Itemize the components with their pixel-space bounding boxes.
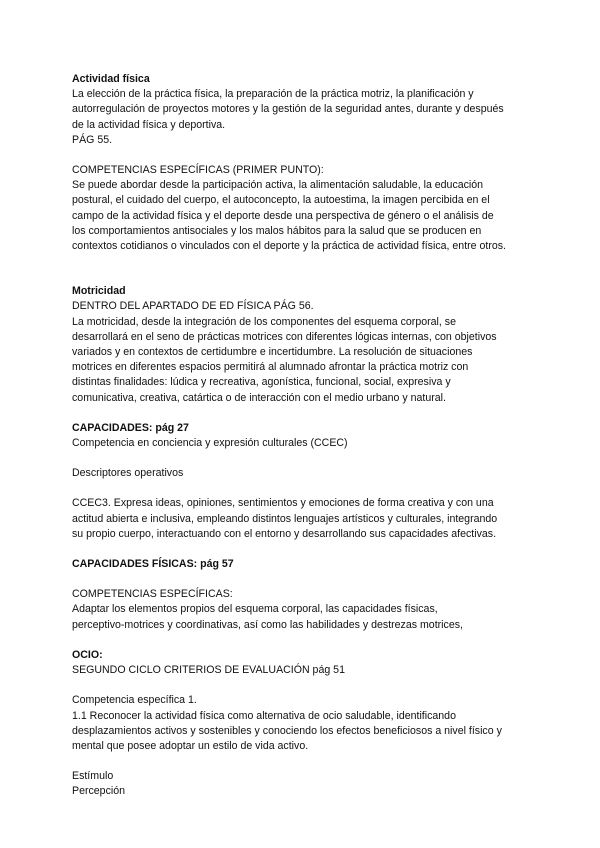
paragraph-line: La motricidad, desde la integración de los componentes del esquema corporal, se bbox=[72, 315, 456, 328]
heading-capacidades-fisicas: CAPACIDADES FÍSICAS: pág 57 bbox=[72, 558, 234, 571]
paragraph-line: comunicativa, creativa, catártica o de interacción con el medio urbano y natural. bbox=[72, 391, 446, 404]
paragraph-line: actitud abierta e inclusiva, empleando distintos lenguajes artísticos y culturales, integrando bbox=[72, 512, 498, 525]
heading-actividad-fisica: Actividad física bbox=[72, 73, 150, 85]
paragraph-line: su propio cuerpo, interactuando con el entorno y desarrollando sus capacidades afectivas. bbox=[72, 527, 497, 540]
subheading-competencias: COMPETENCIAS ESPECÍFICAS: bbox=[72, 588, 233, 601]
paragraph-line: CCEC3. Expresa ideas, opiniones, sentimientos y emociones de forma creativa y con una bbox=[72, 497, 494, 510]
paragraph-line: campo de la actividad física y el deporte desde una perspectiva de género o el análisis de bbox=[72, 209, 494, 222]
paragraph-line: motrices en diferentes espacios permitirá al alumnado afrontar la práctica motriz con bbox=[72, 361, 469, 374]
paragraph-line: desplazamientos activos y sostenibles y conociendo los efectos beneficiosos a nivel físico y bbox=[72, 724, 502, 737]
paragraph-line: DENTRO DEL APARTADO DE ED FÍSICA PÁG 56. bbox=[72, 300, 314, 313]
subheading-competencia: Competencia específica 1. bbox=[72, 694, 197, 707]
paragraph-line: postural, el cuidado del cuerpo, el autoconcepto, la autoestima, la imagen percibida en el bbox=[72, 194, 490, 207]
subheading-competencias: COMPETENCIAS ESPECÍFICAS (PRIMER PUNTO): bbox=[72, 164, 324, 177]
paragraph-line: Descriptores operativos bbox=[72, 467, 184, 480]
paragraph-line: desarrollará en el seno de prácticas motrices con diferentes lógicas internas, con objetivos bbox=[72, 330, 497, 343]
paragraph-line: perceptivo-motrices y coordinativas, así como las habilidades y destrezas motrices, bbox=[72, 618, 463, 631]
paragraph-line: de la actividad física y deportiva. bbox=[72, 118, 226, 131]
heading-capacidades: CAPACIDADES: pág 27 bbox=[72, 421, 189, 434]
paragraph-line: Estímulo bbox=[72, 770, 114, 783]
paragraph-line: distintas finalidades: lúdica y recreativa, agonística, funcional, social, expresiva y bbox=[72, 376, 451, 389]
paragraph-line: mental que posee adoptar un estilo de vida activo. bbox=[72, 739, 309, 752]
paragraph-line: Se puede abordar desde la participación activa, la alimentación saludable, la educación bbox=[72, 179, 484, 192]
heading-ocio: OCIO: bbox=[72, 648, 103, 661]
paragraph-line: autorregulación de proyectos motores y la gestión de la seguridad antes, durante y después bbox=[72, 103, 504, 116]
paragraph-line: Percepción bbox=[72, 785, 125, 798]
paragraph-line: La elección de la práctica física, la preparación de la práctica motriz, la planificación y bbox=[72, 88, 474, 101]
paragraph-line: Competencia en conciencia y expresión culturales (CCEC) bbox=[72, 437, 348, 450]
paragraph-line: 1.1 Reconocer la actividad física como alternativa de ocio saludable, identificando bbox=[72, 709, 456, 722]
paragraph-line: los comportamientos antisociales y los malos hábitos para la salud que se producen en bbox=[72, 224, 482, 237]
paragraph-line: variados y en contextos de certidumbre e incertidumbre. La resolución de situaciones bbox=[72, 346, 473, 359]
heading-motricidad: Motricidad bbox=[72, 285, 126, 298]
paragraph-line: SEGUNDO CICLO CRITERIOS DE EVALUACIÓN pág 51 bbox=[72, 664, 345, 677]
page-reference: PÁG 55. bbox=[72, 133, 113, 146]
paragraph-line: Adaptar los elementos propios del esquema corporal, las capacidades físicas, bbox=[72, 603, 438, 616]
paragraph-line: contextos cotidianos o vinculados con el deporte y la práctica de actividad física, entre otros. bbox=[72, 240, 506, 253]
